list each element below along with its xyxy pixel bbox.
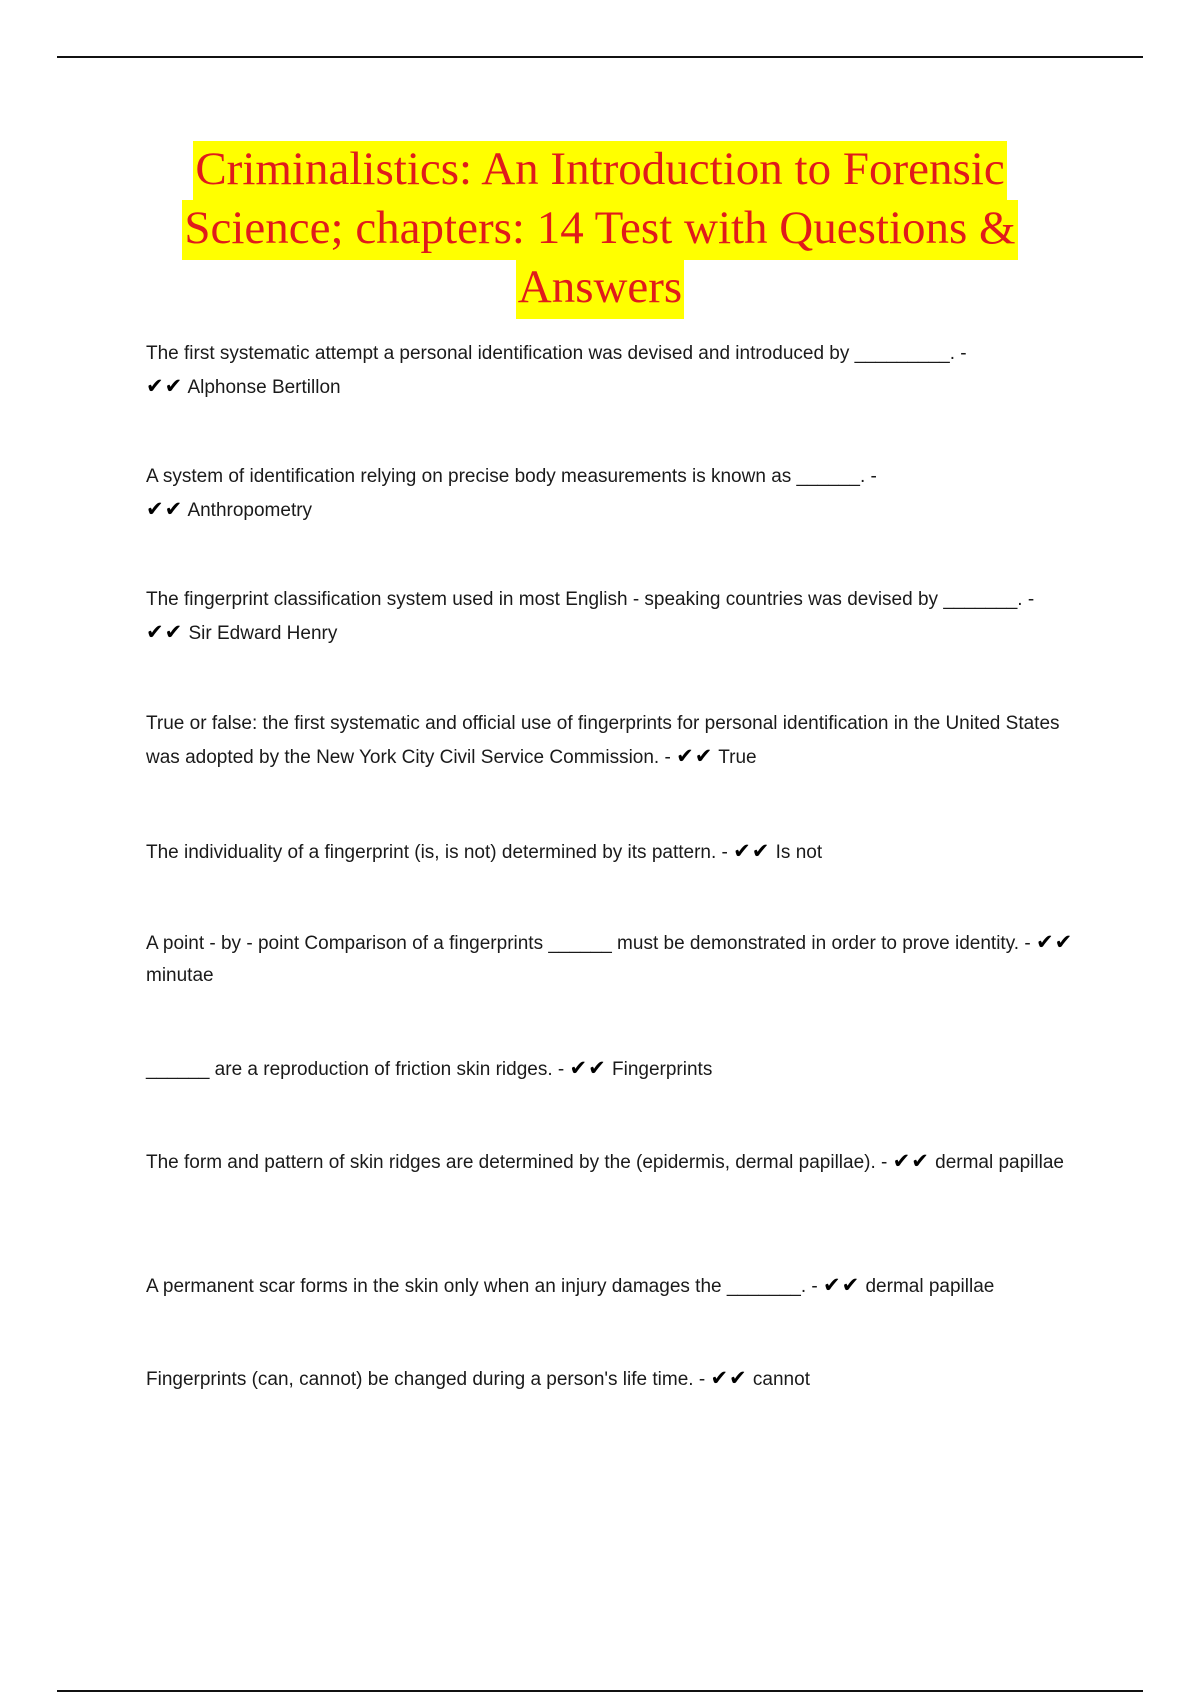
qa-item-1 bbox=[146, 338, 1091, 404]
question-text: The form and pattern of skin ridges are determined by the (epidermis, dermal papillae). - bbox=[146, 1152, 888, 1173]
question-text: The first systematic attempt a personal identification was devised and introduced by _________. - bbox=[146, 343, 967, 364]
bottom-rule bbox=[57, 1690, 1143, 1692]
question-text: Fingerprints (can, cannot) be changed during a person's life time. - bbox=[146, 1369, 706, 1390]
question-text: The fingerprint classification system used in most English - speaking countries was devised by _______. - bbox=[146, 589, 1035, 610]
checkmark-icon: ✔✔ bbox=[892, 1149, 930, 1173]
checkmark-icon: ✔✔ bbox=[733, 839, 771, 863]
answer-text: dermal papillae bbox=[865, 1276, 995, 1297]
question-text: True or false: the first systematic and official use of fingerprints for personal identification in the United States was adopted by the New York City Civil Service Commission. - bbox=[146, 713, 1060, 768]
qa-item-3 bbox=[146, 584, 1091, 650]
answer-text: True bbox=[718, 747, 757, 768]
checkmark-icon: ✔✔ bbox=[1035, 930, 1074, 954]
checkmark-icon: ✔✔ bbox=[146, 497, 184, 521]
checkmark-icon: ✔✔ bbox=[676, 744, 714, 768]
title-text: Criminalistics: An Introduction to Forensic Science; chapters: 14 Test with Questions & Answers bbox=[182, 141, 1017, 319]
checkmark-icon: ✔✔ bbox=[146, 374, 184, 398]
question-text: A point - by - point Comparison of a fingerprints ______ must be demonstrated in order to prove identity. - bbox=[146, 933, 1031, 954]
question-text: ______ are a reproduction of friction skin ridges. - bbox=[146, 1059, 565, 1080]
answer-text: Sir Edward Henry bbox=[188, 623, 338, 644]
answer-text: Is not bbox=[775, 842, 823, 863]
top-rule bbox=[57, 56, 1143, 58]
answer-text: minutae bbox=[146, 965, 214, 986]
answer-text: Fingerprints bbox=[612, 1059, 713, 1080]
qa-item-7 bbox=[146, 1052, 1091, 1086]
qa-item-2 bbox=[146, 461, 1091, 527]
checkmark-icon: ✔✔ bbox=[146, 620, 184, 644]
question-text: A permanent scar forms in the skin only when an injury damages the _______. - bbox=[146, 1276, 818, 1297]
qa-item-5 bbox=[146, 835, 1091, 869]
qa-item-6 bbox=[146, 926, 1091, 992]
answer-text: Anthropometry bbox=[187, 500, 313, 521]
answer-text: cannot bbox=[752, 1369, 810, 1390]
answer-text: Alphonse Bertillon bbox=[187, 377, 341, 398]
checkmark-icon: ✔✔ bbox=[569, 1056, 607, 1080]
qa-item-4 bbox=[146, 708, 1091, 774]
checkmark-icon: ✔✔ bbox=[710, 1366, 748, 1390]
question-text: The individuality of a fingerprint (is, is not) determined by its pattern. - bbox=[146, 842, 728, 863]
question-text: A system of identification relying on precise body measurements is known as ______. - bbox=[146, 466, 877, 487]
qa-item-8 bbox=[146, 1146, 1091, 1178]
qa-item-9 bbox=[146, 1269, 1091, 1303]
answer-text: dermal papillae bbox=[935, 1152, 1064, 1173]
checkmark-icon: ✔✔ bbox=[823, 1273, 861, 1297]
page-title bbox=[120, 140, 1080, 317]
qa-item-10 bbox=[146, 1362, 1091, 1396]
